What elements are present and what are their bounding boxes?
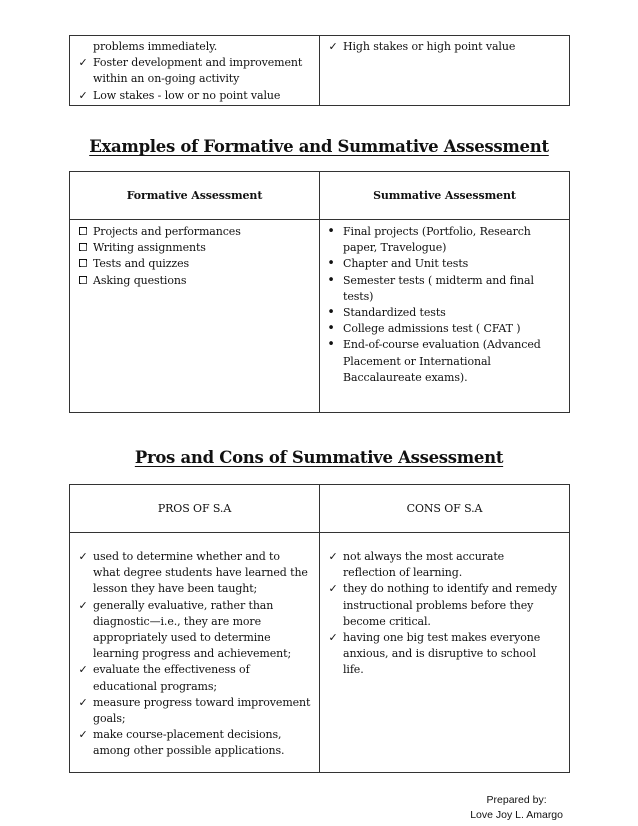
list-item-text: Foster development and improvement [93, 56, 303, 70]
list-item-text: what degree students have learned the [93, 566, 308, 580]
list-item-text: life. [343, 663, 364, 677]
list-item-text: instructional problems before they [343, 598, 534, 612]
list-item-text: College admissions test ( CFAT ) [343, 322, 521, 336]
bullet-icon: • [327, 305, 335, 321]
list-item-text: among other possible applications. [93, 744, 285, 758]
list-item-text: educational programs; [93, 679, 218, 693]
list-item-text: evaluate the effectiveness of [93, 663, 250, 677]
cons-cell [320, 533, 570, 773]
list-item [70, 256, 319, 272]
list-item [320, 224, 569, 240]
list-item-text: they do nothing to identify and remedy [343, 582, 557, 596]
list-item-text: Writing assignments [93, 241, 206, 255]
formative-header-cell [70, 172, 320, 220]
list-item [70, 581, 319, 597]
list-item-text: Standardized tests [343, 306, 446, 320]
checkmark-icon: ✓ [78, 598, 88, 612]
checkmark-icon: ✓ [328, 582, 338, 596]
list-item-text: within an on-going activity [93, 72, 240, 86]
list-item [70, 727, 319, 743]
summative-assessment-header: Summative Assessment [373, 189, 516, 202]
list-item-text: used to determine whether and to [93, 550, 280, 563]
pros-header: PROS OF S.A [157, 502, 232, 515]
list-item [70, 71, 319, 87]
examples-section-title: Examples of Formative and Summative Assessment [89, 137, 549, 156]
list-item [320, 598, 569, 614]
list-item-text: Chapter and Unit tests [343, 257, 469, 271]
list-item [70, 55, 319, 71]
list-item-text: Placement or International [343, 354, 491, 368]
list-item [70, 273, 319, 289]
list-item-text: End-of-course evaluation (Advanced [343, 338, 541, 352]
list-item [320, 354, 569, 370]
list-item [70, 646, 319, 662]
bullet-icon: • [327, 224, 335, 239]
list-item [320, 273, 569, 289]
checkmark-icon: ✓ [328, 631, 338, 645]
list-item [320, 581, 569, 597]
cons-list [320, 549, 569, 679]
list-item [320, 39, 569, 55]
formative-characteristics-cell [70, 36, 320, 106]
pros-cons-section-title: Pros and Cons of Summative Assessment [134, 448, 504, 467]
checkbox-bullet-icon [79, 259, 87, 267]
bullet-icon: • [327, 272, 335, 288]
author-name: Love Joy L. Amargo [470, 809, 563, 821]
list-item-text: Asking questions [93, 273, 187, 287]
list-item [320, 289, 569, 305]
pros-header-cell [70, 485, 320, 533]
checkmark-icon: ✓ [78, 56, 88, 70]
list-item-text: reflection of learning. [343, 566, 463, 580]
list-item [70, 743, 319, 759]
list-item [320, 337, 569, 353]
list-item-text: High stakes or high point value [343, 40, 516, 53]
list-item [320, 646, 569, 662]
list-item [70, 39, 319, 55]
summative-header-cell [320, 172, 570, 220]
list-item [70, 224, 319, 240]
list-item-text: Projects and performances [93, 225, 241, 238]
list-item [70, 662, 319, 678]
checkmark-icon: ✓ [78, 728, 88, 742]
bullet-icon: • [327, 256, 335, 272]
list-item-text: Semester tests ( midterm and final [343, 273, 534, 287]
list-item-text: generally evaluative, rather than [93, 598, 274, 612]
characteristics-table-continued [69, 35, 570, 106]
list-item-text: Final projects (Portfolio, Research [343, 225, 531, 238]
summative-examples-cell [320, 220, 570, 413]
list-item [320, 614, 569, 630]
list-item [70, 549, 319, 565]
summative-examples-list [320, 224, 569, 386]
list-item-text: make course-placement decisions, [93, 728, 282, 742]
list-item-text: diagnostic—i.e., they are more [93, 614, 261, 628]
formative-assessment-header: Formative Assessment [126, 189, 263, 202]
summative-characteristics-cell [320, 36, 570, 106]
list-item [70, 679, 319, 695]
pros-cons-table [69, 484, 570, 773]
list-item-text: Baccalaureate exams). [343, 370, 468, 384]
list-item-text: problems immediately. [93, 40, 218, 53]
list-item [320, 662, 569, 678]
checkmark-icon: ✓ [328, 40, 338, 53]
list-item-text: appropriately used to determine [93, 631, 271, 645]
list-item-text: lesson they have been taught; [93, 582, 258, 596]
list-item [320, 305, 569, 321]
prepared-by-footer [470, 793, 563, 823]
list-item [320, 321, 569, 337]
list-item [320, 240, 569, 256]
list-item [70, 711, 319, 727]
checkmark-icon: ✓ [78, 550, 88, 563]
pros-cell [70, 533, 320, 773]
list-item-text: anxious, and is disruptive to school [343, 647, 536, 661]
list-item [320, 565, 569, 581]
formative-characteristics-list [70, 39, 319, 104]
list-item [70, 565, 319, 581]
list-item [70, 240, 319, 256]
prepared-by-label: Prepared by: [486, 794, 547, 806]
summative-characteristics-list [320, 39, 569, 55]
formative-examples-cell [70, 220, 320, 413]
formative-examples-list [70, 224, 319, 289]
list-item [320, 549, 569, 565]
checkmark-icon: ✓ [78, 695, 88, 709]
list-item-text: having one big test makes everyone [343, 631, 541, 645]
list-item [70, 88, 319, 104]
list-item [70, 614, 319, 630]
list-item-text: become critical. [343, 614, 431, 628]
pros-list [70, 549, 319, 760]
cons-header-cell [320, 485, 570, 533]
list-item-text: measure progress toward improvement [93, 695, 311, 709]
list-item-text: learning progress and achievement; [93, 647, 292, 661]
list-item-text: Tests and quizzes [93, 257, 190, 271]
checkbox-bullet-icon [79, 227, 87, 235]
cons-header: CONS OF S.A [406, 502, 483, 515]
list-item [70, 695, 319, 711]
checkbox-bullet-icon [79, 276, 87, 284]
list-item-text: paper, Travelogue) [343, 241, 447, 255]
list-item-text: goals; [93, 712, 126, 726]
list-item [320, 630, 569, 646]
checkmark-icon: ✓ [78, 88, 88, 102]
examples-table [69, 171, 570, 413]
checkmark-icon: ✓ [328, 550, 338, 563]
list-item [70, 598, 319, 614]
list-item-text: tests) [343, 289, 374, 303]
checkmark-icon: ✓ [78, 663, 88, 677]
bullet-icon: • [327, 321, 335, 337]
list-item-text: not always the most accurate [343, 550, 505, 563]
list-item [320, 370, 569, 386]
bullet-icon: • [327, 337, 335, 353]
list-item-text: Low stakes - low or no point value [93, 88, 281, 102]
list-item [70, 630, 319, 646]
list-item [320, 256, 569, 272]
checkbox-bullet-icon [79, 243, 87, 251]
